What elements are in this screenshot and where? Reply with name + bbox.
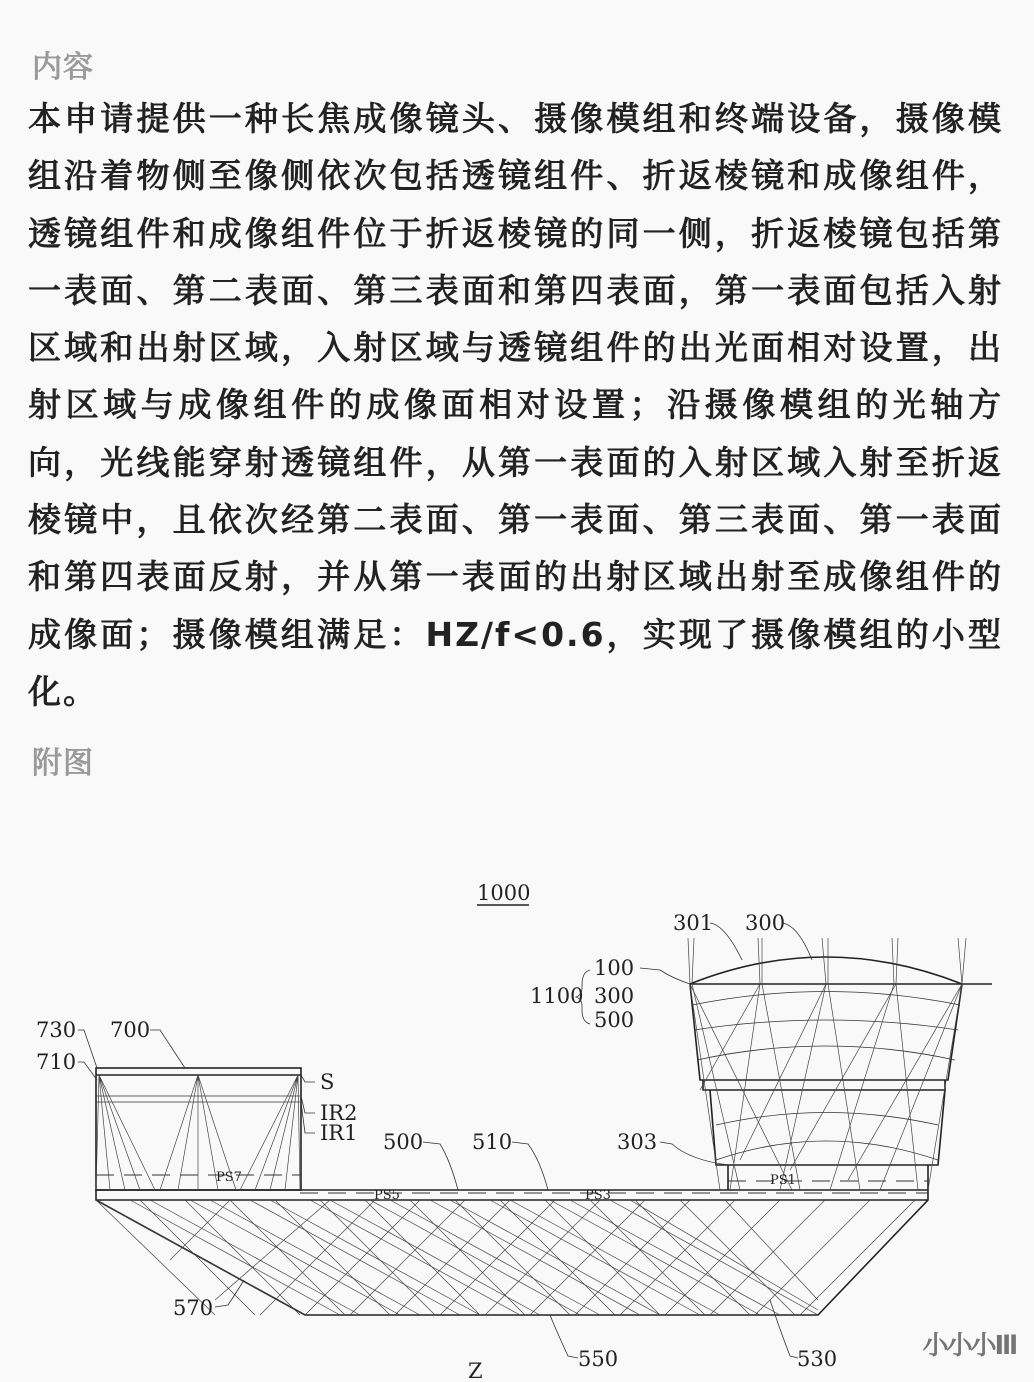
label-550: 550 [578, 1347, 619, 1371]
figure-number: 1000 [477, 881, 531, 905]
label-303: 303 [617, 1130, 658, 1154]
label-ps3: PS3 [585, 1188, 611, 1203]
label-301: 301 [673, 911, 714, 935]
label-ir1: IR1 [320, 1121, 358, 1145]
label-530: 530 [797, 1347, 838, 1371]
abstract-text: 本申请提供一种长焦成像镜头、摄像模组和终端设备，摄像模组沿着物侧至像侧依次包括透镜组件、折返棱镜和成像组件，透镜组件和成像组件位于折返棱镜的同一侧，折返棱镜包括第一表面、第二表面、第三表面和第四表面，第一表面包括入射区域和出射区域，入射区域与透镜组件的出光面相对设置，出射区域与成像组件的成像面相对设置；沿摄像模组的光轴方向，光线能穿射透镜组件，从第一表面的入射区域入射至折返棱镜中，且依次经第二表面、第一表面、第三表面、第一表面和第四表面反射，并从第一表面的出射区域出射至成像组件的成像面；摄像模组满足：HZ/f<0.6，实现了摄像模组的小型化。 [28, 99, 1003, 711]
label-ps5: PS5 [374, 1188, 400, 1203]
lens-rays [688, 938, 966, 1190]
label-300-group: 300 [594, 984, 635, 1008]
label-510: 510 [472, 1130, 513, 1154]
label-570: 570 [173, 1296, 214, 1320]
label-700: 700 [110, 1018, 151, 1042]
label-z-axis: Z [468, 1359, 483, 1382]
watermark-logo: 小小小Ill [922, 1331, 1016, 1361]
label-ir2: IR2 [320, 1101, 358, 1125]
label-300: 300 [745, 911, 786, 935]
imaging-component [96, 1068, 301, 1190]
label-s: S [320, 1070, 335, 1094]
label-730: 730 [36, 1018, 77, 1042]
label-1100: 1100 [530, 984, 584, 1008]
label-500-group: 500 [594, 1008, 635, 1032]
prism-rays [96, 1200, 915, 1315]
figure-heading: 附图 [32, 746, 94, 781]
leader-lines [78, 923, 812, 1358]
optical-diagram [0, 860, 1034, 1382]
patent-figure [0, 860, 1034, 1382]
label-100: 100 [594, 956, 635, 980]
label-710: 710 [36, 1050, 77, 1074]
label-ps7: PS7 [216, 1170, 242, 1185]
label-500: 500 [383, 1130, 424, 1154]
imaging-rays [96, 1075, 300, 1190]
label-ps1: PS1 [770, 1173, 796, 1188]
content-heading: 内容 [32, 50, 94, 85]
